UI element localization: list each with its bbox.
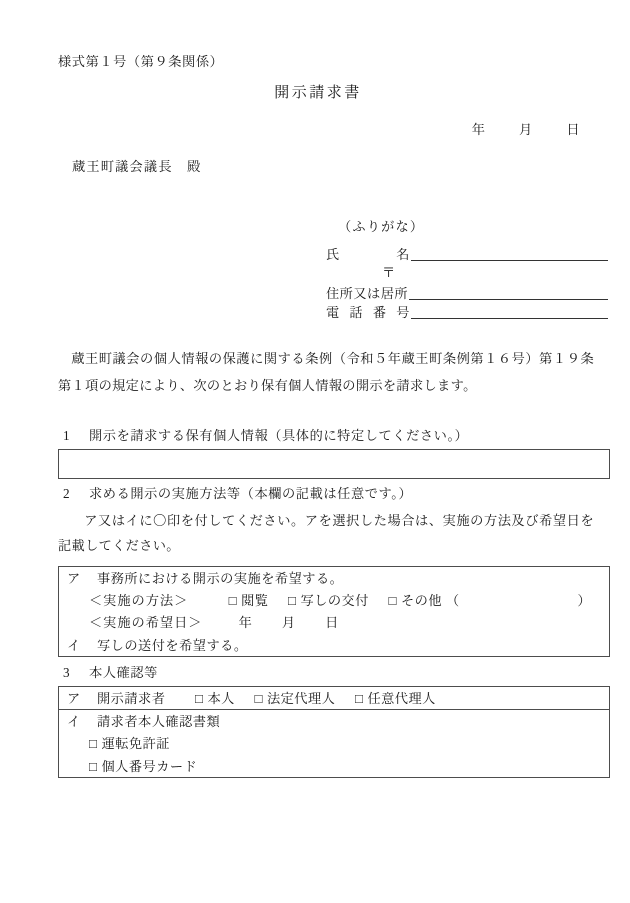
section-3-heading bbox=[58, 666, 608, 679]
requester-option-legal-agent-label: 法定代理人 bbox=[266, 691, 336, 707]
date-month-label: 月 bbox=[519, 122, 533, 138]
section-2-note bbox=[58, 508, 608, 559]
identity-option-my-number-card-label: 個人番号カード bbox=[101, 758, 198, 774]
method-option-viewing[interactable] bbox=[229, 593, 269, 608]
section-2-heading bbox=[58, 487, 608, 500]
requester-option-voluntary-agent[interactable] bbox=[355, 691, 436, 706]
checkbox-icon: □ bbox=[89, 758, 98, 774]
address-field-row bbox=[326, 286, 608, 300]
option-b-row[interactable] bbox=[59, 634, 609, 656]
identity-docs-row bbox=[59, 710, 609, 732]
checkbox-icon: □ bbox=[288, 593, 297, 609]
address-input[interactable] bbox=[409, 286, 608, 300]
checkbox-icon: □ bbox=[228, 593, 238, 609]
requester-type-row bbox=[59, 687, 609, 709]
identity-option-my-number-card[interactable] bbox=[59, 755, 609, 777]
method-option-viewing-label: 閲覧 bbox=[241, 593, 269, 609]
name-input[interactable] bbox=[411, 247, 608, 261]
checkbox-icon: □ bbox=[254, 691, 263, 707]
requester-option-self[interactable] bbox=[195, 691, 235, 706]
section-1-input-box[interactable] bbox=[58, 449, 610, 479]
method-other-paren-open: （ bbox=[445, 593, 460, 609]
section-2-number: 2 bbox=[63, 486, 71, 502]
checkbox-icon: □ bbox=[89, 736, 98, 752]
section-3-box bbox=[58, 686, 610, 778]
method-option-other-label: その他 bbox=[401, 593, 443, 609]
date-day-label: 日 bbox=[566, 122, 580, 138]
checkbox-icon: □ bbox=[195, 691, 204, 707]
statute-paragraph bbox=[58, 345, 608, 399]
phone-input[interactable] bbox=[411, 305, 608, 319]
option-a-row[interactable] bbox=[59, 567, 609, 589]
name-label: 氏名 bbox=[326, 246, 410, 262]
requester-row-label: 開示請求者 bbox=[97, 691, 166, 707]
date-year-label: 年 bbox=[471, 122, 486, 138]
identity-option-drivers-license[interactable] bbox=[59, 732, 609, 754]
requester-option-voluntary-agent-label: 任意代理人 bbox=[367, 691, 436, 707]
section-1-number: 1 bbox=[63, 428, 71, 444]
page-title: 開示請求書 bbox=[274, 85, 362, 102]
desired-date-year-label[interactable]: 年 bbox=[238, 615, 253, 631]
method-option-other[interactable] bbox=[389, 593, 443, 608]
name-field-row bbox=[326, 247, 608, 261]
section-1-heading bbox=[58, 429, 608, 442]
section-2-note-text: ア又はイに〇印を付してください。アを選択した場合は、実施の方法及び希望日を記載してください。 bbox=[58, 512, 594, 554]
desired-date-row bbox=[59, 611, 609, 633]
method-option-copy[interactable] bbox=[288, 593, 369, 608]
method-option-copy-label: 写しの交付 bbox=[300, 593, 369, 609]
statute-text: 蔵王町議会の個人情報の保護に関する条例（令和５年蔵王町条例第１６号）第１９条第１項の規定により、次のとおり保有個人情報の開示を請求します。 bbox=[58, 351, 594, 394]
phone-label: 電話番号 bbox=[326, 304, 410, 320]
furigana-label: （ふりがな） bbox=[338, 218, 425, 234]
section-3-number: 3 bbox=[63, 664, 71, 680]
section-1-title: 開示を請求する保有個人情報（具体的に特定してください。） bbox=[89, 428, 469, 444]
requester-row-mark: ア bbox=[67, 691, 81, 707]
requester-option-legal-agent[interactable] bbox=[254, 691, 335, 706]
desired-date-label: ＜実施の希望日＞ bbox=[89, 615, 203, 631]
requester-option-self-label: 本人 bbox=[207, 691, 235, 707]
phone-field-row bbox=[326, 305, 608, 319]
method-other-paren-close: ） bbox=[577, 593, 592, 609]
checkbox-icon: □ bbox=[354, 691, 364, 707]
postal-symbol: 〒 bbox=[382, 264, 396, 280]
section-3-title: 本人確認等 bbox=[89, 664, 158, 680]
identity-docs-label: 請求者本人確認書類 bbox=[97, 714, 221, 730]
method-label: ＜実施の方法＞ bbox=[89, 593, 189, 609]
section-2-title: 求める開示の実施方法等（本欄の記載は任意です。） bbox=[89, 486, 413, 502]
checkbox-icon: □ bbox=[388, 593, 397, 609]
identity-option-drivers-license-label: 運転免許証 bbox=[101, 736, 170, 752]
address-label: 住所又は居所 bbox=[326, 285, 409, 301]
addressee: 蔵王町議会議長 殿 bbox=[72, 159, 202, 175]
applicant-block bbox=[58, 220, 608, 319]
document-date-line bbox=[58, 123, 580, 136]
option-a-text: 事務所における開示の実施を希望する。 bbox=[97, 571, 344, 587]
desired-date-month-label[interactable]: 月 bbox=[281, 615, 296, 631]
option-a-mark: ア bbox=[67, 571, 81, 587]
method-row bbox=[59, 589, 609, 611]
form-number: 様式第１号（第９条関係） bbox=[58, 54, 224, 69]
desired-date-day-label[interactable]: 日 bbox=[325, 615, 339, 631]
identity-docs-mark: イ bbox=[67, 714, 81, 730]
section-2-options-box bbox=[58, 566, 610, 657]
option-b-text: 写しの送付を希望する。 bbox=[97, 637, 248, 653]
option-b-mark: イ bbox=[67, 637, 81, 653]
